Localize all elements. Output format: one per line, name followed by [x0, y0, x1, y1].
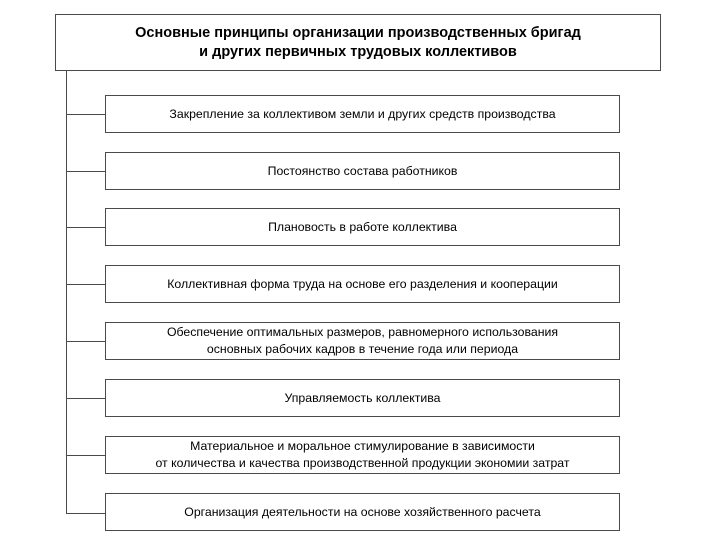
connector-line-2: [66, 171, 105, 172]
principle-text-5-line-2: основных рабочих кадров в течение года или периода: [206, 342, 519, 356]
principle-text-1-line-1: Закрепление за коллективом земли и других средств производства: [169, 106, 556, 121]
connector-line-6: [66, 398, 105, 399]
diagram-title-line-2: и других первичных трудовых коллективов: [199, 43, 517, 60]
principle-text-4-line-1: Коллективная форма труда на основе его разделения и кооперации: [167, 276, 558, 291]
diagram-title-box: [55, 14, 661, 71]
principle-box-2: [105, 152, 620, 190]
connector-line-4: [66, 284, 105, 285]
principle-text-8-line-1: Организация деятельности на основе хозяйственного расчета: [184, 504, 541, 519]
principle-box-8: [105, 493, 620, 531]
principle-box-3: [105, 208, 620, 246]
principle-text-7-line-1: Материальное и моральное стимулирование в зависимости: [190, 439, 535, 453]
principle-text-5-line-1: Обеспечение оптимальных размеров, равномерного использования: [166, 325, 559, 339]
connector-line-8: [66, 513, 105, 514]
connector-line-7: [66, 455, 105, 456]
diagram-title-line-1: Основные принципы организации производственных бригад: [135, 24, 581, 41]
principle-box-6: [105, 379, 620, 417]
connector-line-3: [66, 227, 105, 228]
principle-text-7-line-2: от количества и качества производственной продукции экономии затрат: [155, 456, 570, 470]
principle-box-7: [105, 436, 620, 474]
connector-spine: [66, 71, 67, 514]
principle-box-1: [105, 95, 620, 133]
principle-box-5: [105, 322, 620, 360]
principle-box-4: [105, 265, 620, 303]
principle-text-6-line-1: Управляемость коллектива: [284, 390, 441, 405]
principle-text-3-line-1: Плановость в работе коллектива: [268, 219, 457, 234]
connector-line-1: [66, 114, 105, 115]
connector-line-5: [66, 341, 105, 342]
principle-text-2-line-1: Постоянство состава работников: [267, 163, 458, 178]
